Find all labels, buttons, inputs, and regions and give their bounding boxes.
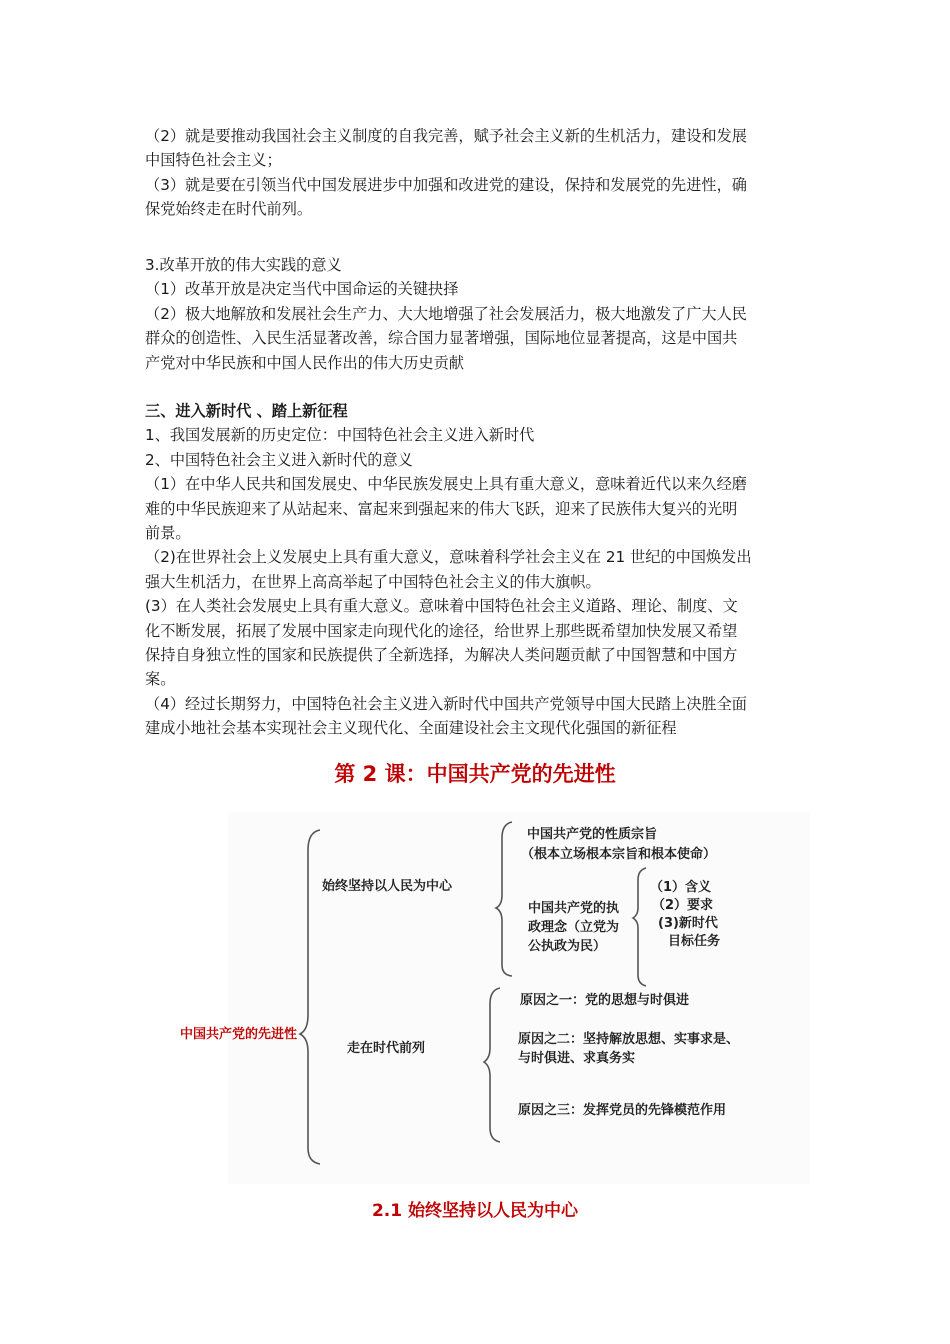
- paragraph-line: 前景。: [145, 524, 191, 543]
- paragraph-line: 1、我国发展新的历史定位：中国特色社会主义进入新时代: [145, 426, 535, 445]
- paragraph-line: （1）在中华人民共和国发展史、中华民族发展史上具有重大意义，意味着近代以来久经磨: [145, 475, 747, 494]
- branch1-item1-line1: 中国共产党的性质宗旨: [527, 827, 658, 842]
- paragraph-line: 强大生机活力，在世界上高高举起了中国特色社会主义的伟大旗帜。: [145, 572, 601, 591]
- paragraph-line: 保党始终走在时代前列。: [145, 200, 313, 219]
- section-heading: 3.改革开放的伟大实践的意义: [145, 256, 342, 274]
- paragraph-line: 保持自身独立性的国家和民族提供了全新选择，为解决人类问题贡献了中国智慧和中国方: [145, 646, 738, 665]
- branch1-label: 始终坚持以人民为中心: [322, 879, 453, 894]
- section-title: 2.1 始终坚持以人民为中心: [371, 1201, 579, 1221]
- lesson-title: 第 2 课：中国共产党的先进性: [334, 762, 616, 786]
- paragraph-line: （2）就是要推动我国社会主义制度的自我完善，赋予社会主义新的生机活力，建设和发展: [145, 127, 747, 145]
- paragraph-line: 建成小地社会基本实现社会主义现代化、全面建设社会主文现代化强国的新征程: [145, 719, 677, 738]
- branch1-item2-line: 公执政为民）: [528, 939, 607, 954]
- paragraph-line: 难的中华民族迎来了从站起来、富起来到强起来的伟大飞跃，迎来了民族伟大复兴的光明: [145, 499, 738, 518]
- reason-two-line2: 与时俱进、求真务实: [518, 1051, 636, 1066]
- paragraph-line: （3）就是要在引领当代中国发展进步中加强和改进党的建设，保持和发展党的先进性，确: [145, 175, 747, 194]
- root-bracket: [300, 830, 320, 1164]
- paragraph-line: 中国特色社会主义；: [145, 151, 282, 170]
- branch2-bracket: [484, 988, 500, 1142]
- section-heading: 三、进入新时代 、踏上新征程: [145, 402, 348, 420]
- branch2-label: 走在时代前列: [347, 1041, 426, 1056]
- paragraph-line: 2、中国特色社会主义进入新时代的意义: [145, 450, 413, 469]
- paragraph-line: 群众的创造性、入民生活显著改善，综合国力显著增强，国际地位显著提高，这是中国共: [145, 329, 738, 348]
- mindmap-root-label: 中国共产党的先进性: [180, 1027, 298, 1042]
- reason-two-line1: 原因之二：坚持解放思想、实事求是、: [518, 1032, 740, 1047]
- branch1-item2-line: 政理念（立党为: [528, 920, 620, 935]
- paragraph-line: 产党对中华民族和中国人民作出的伟大历史贡献: [145, 353, 464, 372]
- branch1-item1-line2: （根本立场根本宗旨和根本使命）: [521, 847, 717, 862]
- sub-item-meaning: （1）含义: [650, 880, 712, 895]
- sub-item-new-era: (3)新时代: [658, 916, 718, 931]
- paragraph-line: （2)在世界社会上义发展史上具有重大意义，意味着科学社会主义在 21 世纪的中国焕发出: [145, 548, 752, 567]
- branch1-bracket: [496, 822, 512, 976]
- sub-item-requirement: （2）要求: [652, 898, 714, 913]
- paragraph-line: (3）在人类社会发展史上具有重大意义。意味着中国特色社会主义道路、理论、制度、文: [145, 597, 738, 616]
- paragraph-line: 案。: [145, 670, 176, 689]
- sub-item-goals: 目标任务: [668, 934, 721, 949]
- paragraph-line: （1）改革开放是决定当代中国命运的关键抉择: [145, 280, 459, 299]
- branch1-item2-line: 中国共产党的执: [528, 901, 620, 916]
- reason-three: 原因之三：发挥党员的先锋模范作用: [518, 1103, 727, 1118]
- paragraph-line: 化不断发展，拓展了发展中国家走向现代化的途径，给世界上那些既希望加快发展又希望: [145, 621, 738, 640]
- paragraph-line: （4）经过长期努力，中国特色社会主义进入新时代中国共产党领导中国大民踏上决胜全面: [145, 694, 747, 713]
- reason-one: 原因之一：党的思想与时俱进: [520, 993, 690, 1008]
- item2-bracket: [633, 868, 646, 986]
- paragraph-line: （2）极大地解放和发展社会生产力、大大地增强了社会发展活力，极大地激发了广大人民: [145, 304, 747, 323]
